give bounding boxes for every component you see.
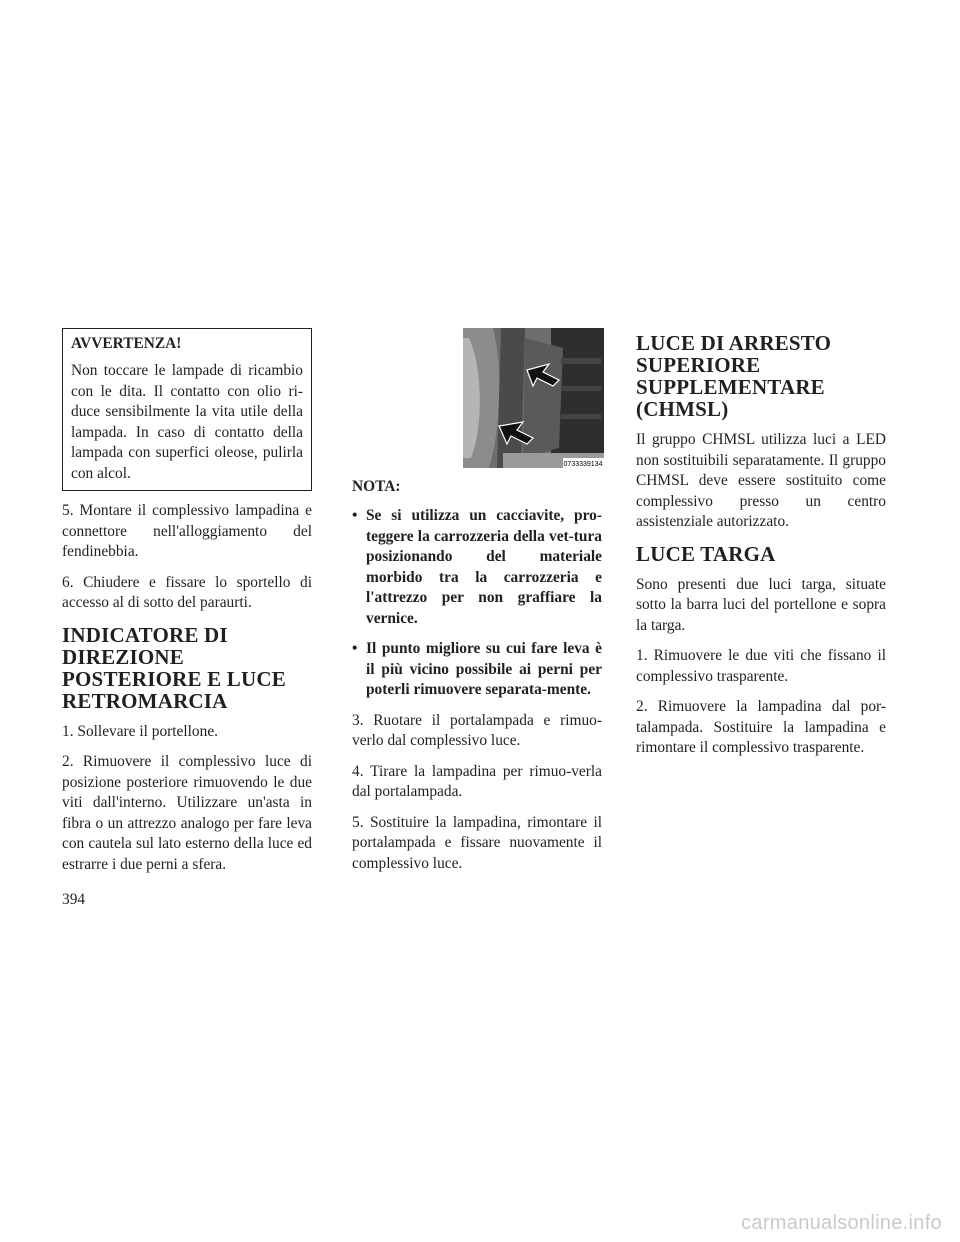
warning-text: Non toccare le lampade di ricambio con le dita. Il contatto con olio ri-duce sensibilmente la vita utile della lampada. In caso di contatto della lampada con superfici oleose, pulirla con alcol. [71, 362, 303, 482]
section-heading-license-light: LUCE TARGA [636, 541, 776, 566]
tail-lamp-illustration [463, 328, 604, 468]
section-heading-rear-indicator: INDICATORE DI DIREZIONE POSTERIORE E LUCE RETROMARCIA [62, 622, 286, 713]
column-right [636, 328, 886, 769]
license-step-1-text: 1. Rimuovere le due viti che fissano il complessivo trasparente. [636, 647, 886, 685]
note-bullet-list [352, 506, 602, 701]
warning-box [62, 328, 312, 491]
column-middle [352, 328, 602, 884]
list-item: • Se si utilizza un cacciavite, pro-teggere la carrozzeria della vet-tura posizionando del materiale morbido tra la carrozzeria e l'attrezzo per non graffiare la vernice. [352, 507, 602, 627]
section-heading-chmsl: LUCE DI ARRESTO SUPERIORE SUPPLEMENTARE (CHMSL) [636, 331, 832, 421]
step-2-text: 2. Rimuovere il complessivo luce di posizione posteriore rimuovendo le due viti dall'interno. Utilizzare un'asta in fibra o un attrezzo analogo per fare leva con cautela sul lato esterno della luce ed estrarre i due perni a sfera. [62, 753, 312, 873]
warning-title: AVVERTENZA! [71, 335, 182, 352]
step-6-text: 6. Chiudere e fissare lo sportello di accesso al di sotto del paraurti. [62, 573, 312, 611]
chmsl-paragraph: Il gruppo CHMSL utilizza luci a LED non sostituibili separatamente. Il gruppo CHMSL deve essere sostituito come complessivo presso un centro assistenziale autorizzato. [636, 431, 886, 530]
note-label: NOTA: [352, 478, 401, 495]
license-light-paragraph: Sono presenti due luci targa, situate sotto la barra luci del portellone e sopra la targa. [636, 575, 886, 634]
bullet-icon: • [352, 640, 358, 657]
watermark-text: carmanualsonline.info [741, 1212, 942, 1234]
step-5-replace-text: 5. Sostituire la lampadina, rimontare il portalampada e fissare nuovamente il complessivo luce. [352, 813, 602, 872]
list-item: • Il punto migliore su cui fare leva è il più vicino possibile ai perni per poterli rimuovere separata-mente. [352, 640, 602, 698]
step-4-text: 4. Tirare la lampadina per rimuo-verla dal portalampada. [352, 762, 602, 800]
bullet-icon: • [352, 507, 358, 524]
license-step-2-text: 2. Rimuovere la lampadina dal por-talampada. Sostituire la lampadina e rimontare il complessivo trasparente. [636, 698, 886, 756]
step-3-text: 3. Ruotare il portalampada e rimuo-verlo dal complessivo luce. [352, 711, 602, 749]
column-left [62, 328, 312, 885]
step-1-text: 1. Sollevare il portellone. [62, 722, 219, 740]
figure-code: 0733339134 [563, 461, 603, 468]
page-number: 394 [62, 891, 86, 908]
step-5-text: 5. Montare il complessivo lampadina e connettore nell'alloggiamento del fendinebbia. [62, 502, 312, 560]
